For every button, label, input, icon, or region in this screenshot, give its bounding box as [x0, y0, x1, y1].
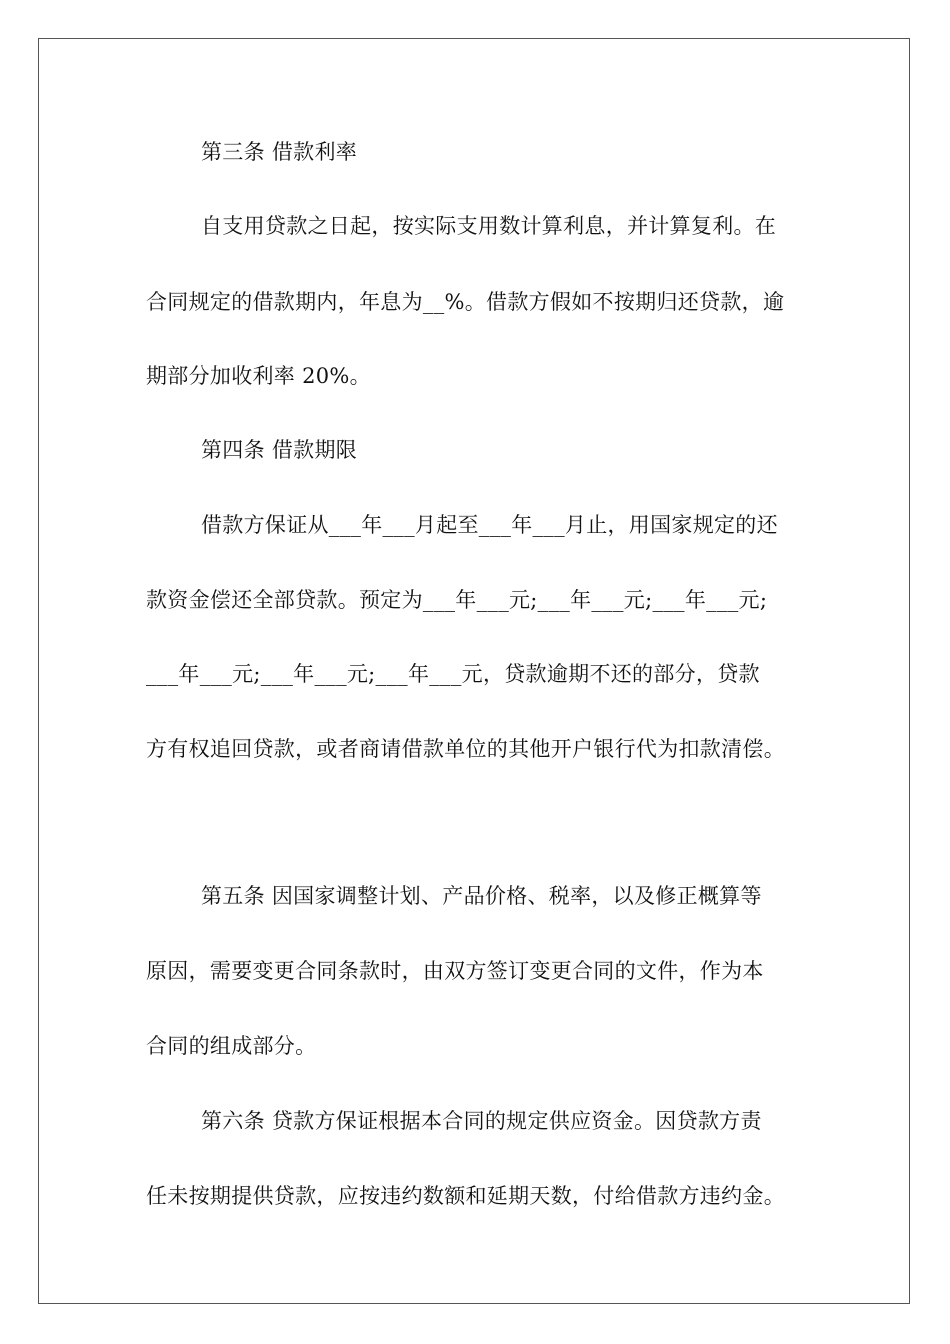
article-5-text-line-2: 原因，需要变更合同条款时，由双方签订变更合同的文件，作为本: [146, 959, 764, 983]
article-4-text-line-1: 借款方保证从___年___月起至___年___月止，用国家规定的还: [201, 513, 778, 537]
article-3-text-line-1: 自支用贷款之日起，按实际支用数计算利息，并计算复利。在: [201, 214, 777, 238]
article-4-text-line-4: 方有权追回贷款，或者商请借款单位的其他开户银行代为扣款清偿。: [146, 737, 785, 761]
article-3-heading: 第三条 借款利率: [201, 140, 358, 164]
article-4-heading: 第四条 借款期限: [201, 438, 358, 462]
article-4-text-line-2: 款资金偿还全部贷款。预定为___年___元;___年___元;___年___元;: [146, 588, 768, 612]
article-6-text-line-2: 任未按期提供贷款，应按违约数额和延期天数，付给借款方违约金。: [146, 1184, 785, 1208]
article-3-text-line-3: 期部分加收利率 20%。: [146, 364, 371, 388]
article-6-text-line-1: 第六条 贷款方保证根据本合同的规定供应资金。因贷款方责: [201, 1109, 762, 1133]
article-5-text-line-3: 合同的组成部分。: [146, 1034, 317, 1058]
article-5-text-line-1: 第五条 因国家调整计划、产品价格、税率，以及修正概算等: [201, 884, 762, 908]
article-3-text-line-2: 合同规定的借款期内，年息为__%。借款方假如不按期归还贷款，逾: [146, 290, 785, 314]
article-4-text-line-3: ___年___元;___年___元;___年___元，贷款逾期不还的部分，贷款: [146, 662, 760, 686]
